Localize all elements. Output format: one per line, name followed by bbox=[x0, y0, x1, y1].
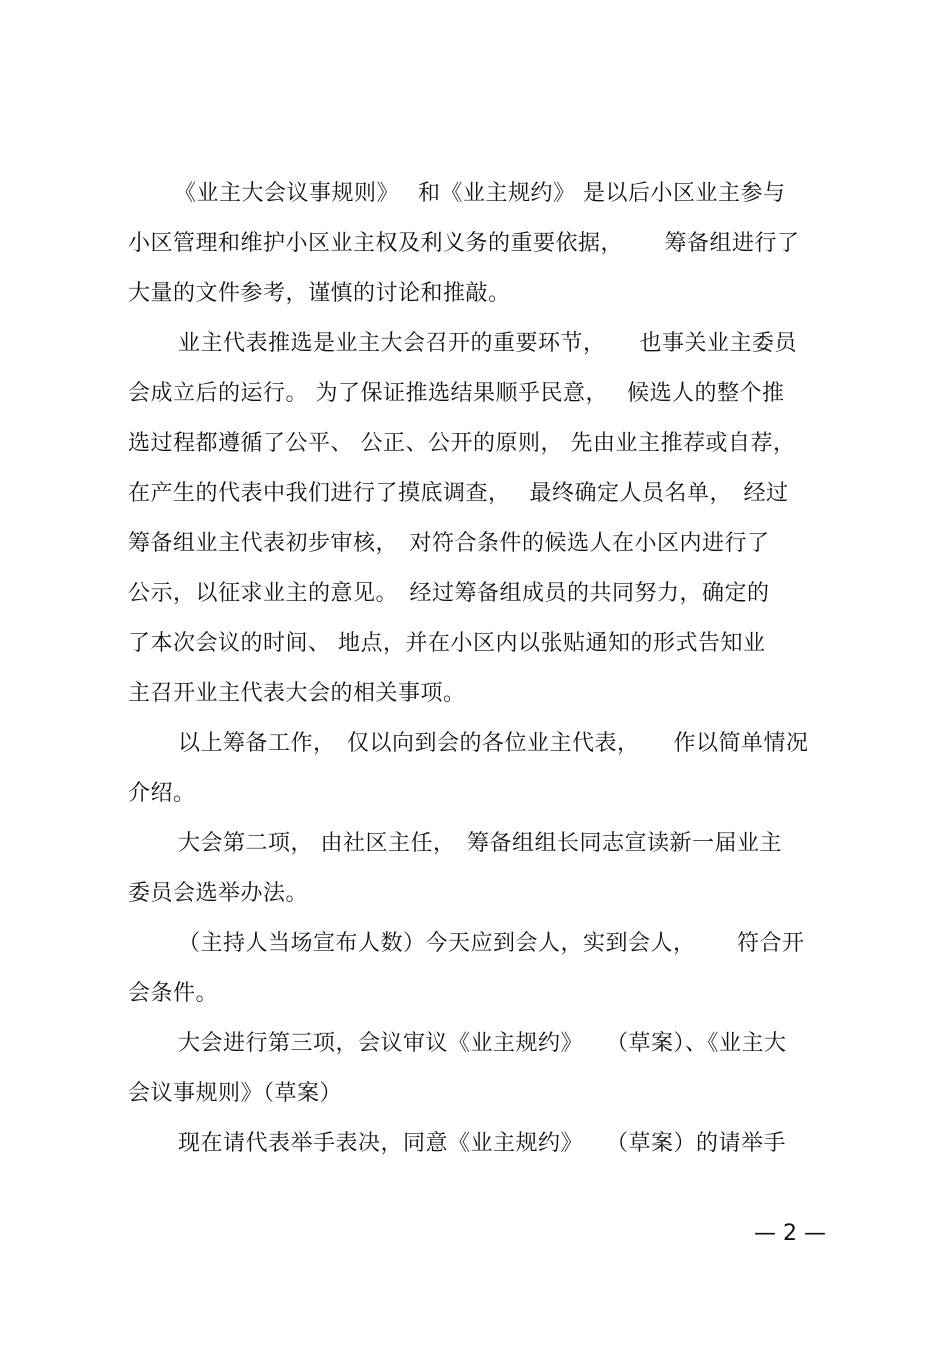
text-line: 了本次会议的时间、 地点，并在小区内以张贴通知的形式告知业 bbox=[128, 631, 766, 656]
text-line: 以上筹备工作， 仅以向到会的各位业主代表， 作以简单情况 bbox=[178, 731, 809, 756]
text-line: 主召开业主代表大会的相关事项。 bbox=[128, 681, 466, 706]
text-line: 委员会选举办法。 bbox=[128, 881, 309, 906]
text-line: 在产生的代表中我们进行了摸底调查， 最终确定人员名单， 经过 bbox=[128, 481, 789, 506]
text-line: 大量的文件参考，谨慎的讨论和推敲。 bbox=[128, 281, 511, 306]
text-line: 会条件。 bbox=[128, 981, 219, 1006]
text-line: 筹备组业主代表初步审核， 对符合条件的候选人在小区内进行了 bbox=[128, 531, 770, 556]
text-line: 介绍。 bbox=[128, 781, 196, 806]
text-line: 小区管理和维护小区业主权及利义务的重要依据， 筹备组进行了 bbox=[128, 231, 800, 256]
page-number: — 2 — bbox=[754, 1221, 826, 1246]
text-line: 《业主大会议事规则》 和《业主规约》 是以后小区业主参与 bbox=[174, 181, 786, 206]
text-line: 现在请代表举手表决，同意《业主规约》 （草案）的请举手 bbox=[178, 1131, 787, 1156]
text-line: （主持人当场宣布人数）今天应到会人，实到会人， 符合开 bbox=[178, 931, 805, 956]
text-line: 业主代表推选是业主大会召开的重要环节， 也事关业主委员 bbox=[178, 331, 798, 356]
text-line: 会议事规则》（草案） bbox=[128, 1081, 343, 1106]
text-line: 会成立后的运行。 为了保证推选结果顺乎民意， 候选人的整个推 bbox=[128, 381, 785, 406]
text-line: 大会第二项， 由社区主任， 筹备组组长同志宣读新一届业主 bbox=[178, 831, 782, 856]
text-line: 选过程都遵循了公平、 公正、公开的原则， 先由业主推荐或自荐， bbox=[128, 431, 796, 456]
text-line: 大会进行第三项，会议审议《业主规约》 （草案）、《业主大 bbox=[178, 1031, 787, 1056]
text-line: 公示，以征求业主的意见。 经过筹备组成员的共同努力，确定的 bbox=[128, 581, 770, 606]
